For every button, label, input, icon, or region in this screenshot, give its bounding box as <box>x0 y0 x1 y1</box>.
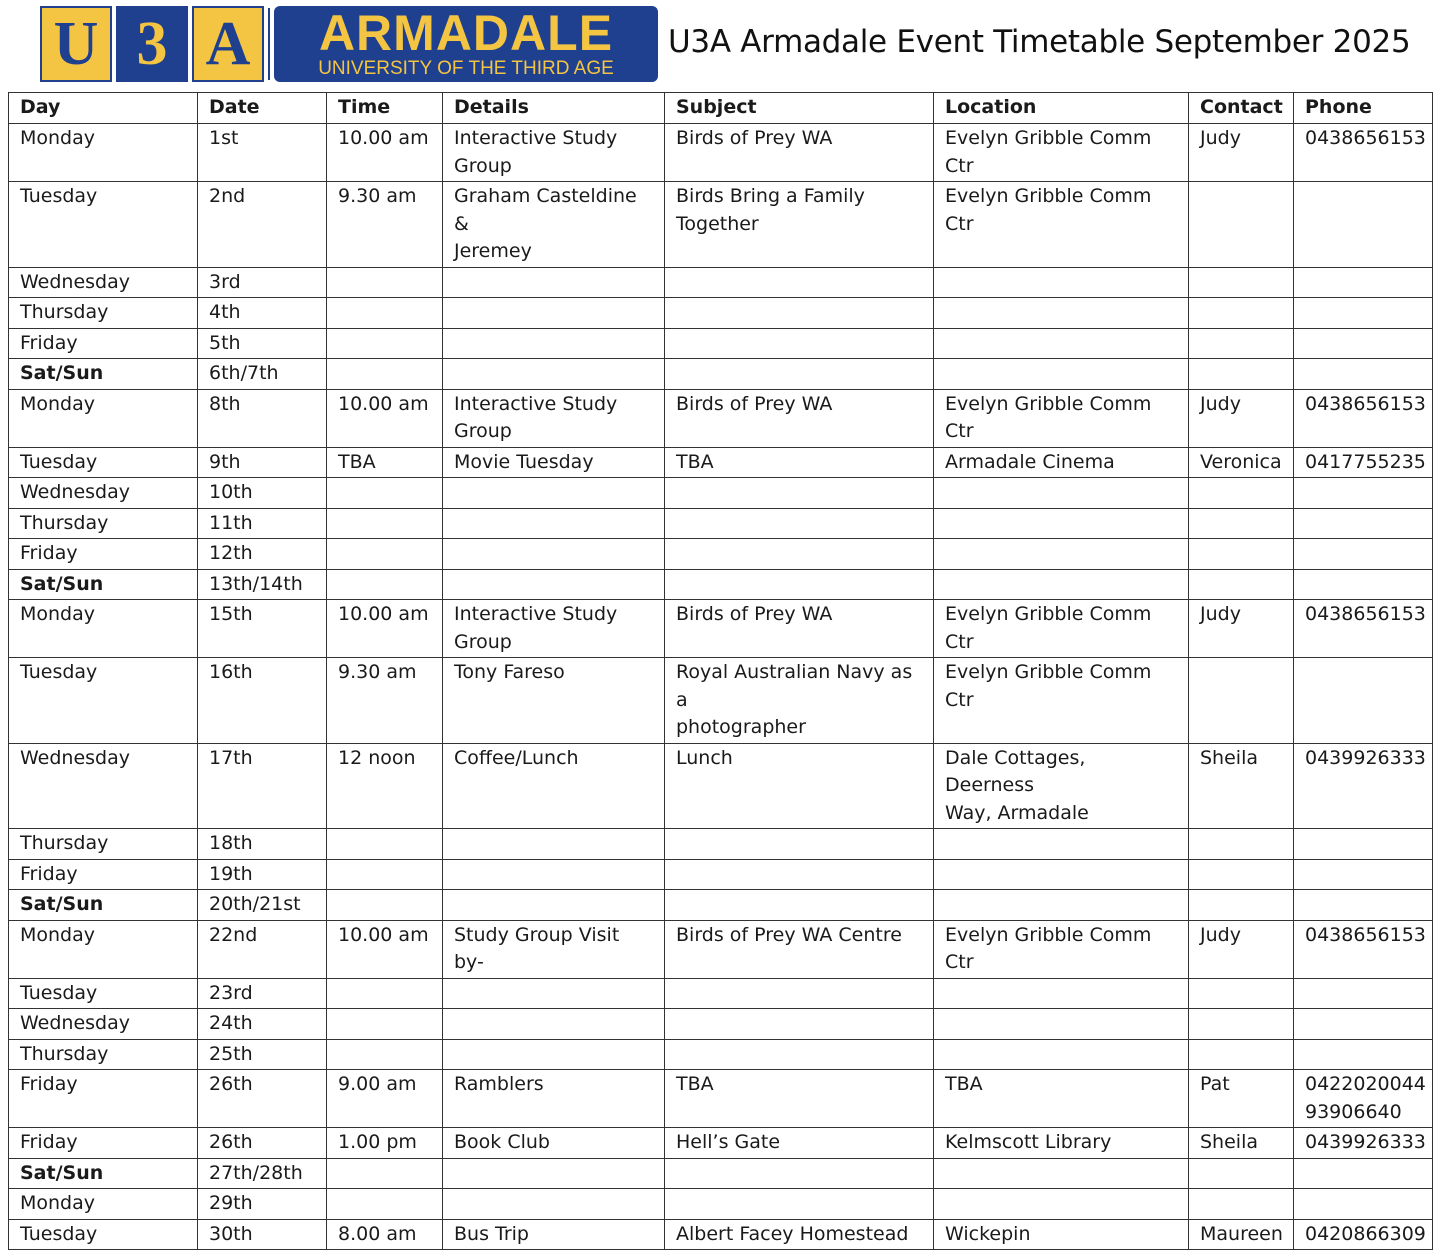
cell-details <box>443 1039 665 1070</box>
cell-location <box>934 298 1189 329</box>
table-row <box>9 389 1433 447</box>
cell-details: Study Group Visit by- <box>443 920 665 978</box>
column-header-details: Details <box>443 93 665 124</box>
cell-location <box>934 359 1189 390</box>
table-row <box>9 182 1433 268</box>
cell-time <box>327 298 443 329</box>
table-row <box>9 1070 1433 1128</box>
cell-day: Tuesday <box>9 658 198 744</box>
cell-day: Friday <box>9 1128 198 1159</box>
cell-time: 1.00 pm <box>327 1128 443 1159</box>
cell-subject <box>665 508 934 539</box>
cell-details <box>443 328 665 359</box>
cell-time <box>327 359 443 390</box>
cell-date: 3rd <box>198 267 327 298</box>
cell-time <box>327 1009 443 1040</box>
cell-details <box>443 1189 665 1220</box>
cell-day: Sat/Sun <box>9 569 198 600</box>
cell-location: Evelyn Gribble Comm Ctr <box>934 389 1189 447</box>
cell-time: 12 noon <box>327 743 443 829</box>
cell-subject <box>665 539 934 570</box>
cell-date: 8th <box>198 389 327 447</box>
cell-contact <box>1189 1189 1294 1220</box>
cell-phone <box>1294 1039 1433 1070</box>
cell-details: Tony Fareso <box>443 658 665 744</box>
cell-subject <box>665 890 934 921</box>
cell-subject <box>665 1039 934 1070</box>
cell-time <box>327 890 443 921</box>
cell-location <box>934 859 1189 890</box>
cell-contact <box>1189 182 1294 268</box>
cell-details: Movie Tuesday <box>443 447 665 478</box>
cell-day: Tuesday <box>9 182 198 268</box>
cell-contact <box>1189 359 1294 390</box>
table-row <box>9 539 1433 570</box>
cell-subject: Birds of Prey WA <box>665 124 934 182</box>
cell-location <box>934 1189 1189 1220</box>
cell-details: Ramblers <box>443 1070 665 1128</box>
cell-details <box>443 1009 665 1040</box>
cell-subject <box>665 267 934 298</box>
cell-details: Interactive Study Group <box>443 124 665 182</box>
cell-day: Tuesday <box>9 978 198 1009</box>
cell-time <box>327 978 443 1009</box>
cell-contact: Judy <box>1189 920 1294 978</box>
cell-day: Tuesday <box>9 447 198 478</box>
cell-subject <box>665 328 934 359</box>
cell-time: 10.00 am <box>327 124 443 182</box>
column-header-phone: Phone <box>1294 93 1433 124</box>
cell-time: 9.30 am <box>327 658 443 744</box>
cell-contact: Sheila <box>1189 1128 1294 1159</box>
table-row <box>9 1219 1433 1250</box>
cell-details <box>443 508 665 539</box>
event-timetable <box>8 92 1433 1250</box>
cell-location: Wickepin <box>934 1219 1189 1250</box>
table-row <box>9 1189 1433 1220</box>
cell-subject: Birds of Prey WA <box>665 389 934 447</box>
cell-subject: Birds of Prey WA Centre <box>665 920 934 978</box>
cell-phone <box>1294 890 1433 921</box>
cell-date: 29th <box>198 1189 327 1220</box>
table-row <box>9 359 1433 390</box>
cell-date: 24th <box>198 1009 327 1040</box>
cell-details <box>443 569 665 600</box>
cell-phone <box>1294 508 1433 539</box>
cell-date: 6th/7th <box>198 359 327 390</box>
cell-date: 25th <box>198 1039 327 1070</box>
table-header-row <box>9 93 1433 124</box>
cell-date: 15th <box>198 600 327 658</box>
cell-time <box>327 1189 443 1220</box>
cell-date: 26th <box>198 1070 327 1128</box>
column-header-location: Location <box>934 93 1189 124</box>
cell-date: 18th <box>198 829 327 860</box>
cell-date: 23rd <box>198 978 327 1009</box>
cell-date: 9th <box>198 447 327 478</box>
cell-time <box>327 1158 443 1189</box>
table-row <box>9 890 1433 921</box>
cell-day: Monday <box>9 124 198 182</box>
cell-phone <box>1294 359 1433 390</box>
cell-subject <box>665 569 934 600</box>
cell-location <box>934 508 1189 539</box>
table-row <box>9 743 1433 829</box>
column-header-contact: Contact <box>1189 93 1294 124</box>
cell-phone <box>1294 328 1433 359</box>
cell-details: Coffee/Lunch <box>443 743 665 829</box>
cell-time <box>327 859 443 890</box>
cell-date: 1st <box>198 124 327 182</box>
cell-time <box>327 508 443 539</box>
cell-location: TBA <box>934 1070 1189 1128</box>
cell-location: Armadale Cinema <box>934 447 1189 478</box>
cell-contact <box>1189 298 1294 329</box>
cell-subject <box>665 859 934 890</box>
cell-details <box>443 978 665 1009</box>
cell-contact <box>1189 658 1294 744</box>
cell-contact <box>1189 539 1294 570</box>
cell-phone: 0439926333 <box>1294 1128 1433 1159</box>
cell-time: 10.00 am <box>327 600 443 658</box>
cell-phone <box>1294 978 1433 1009</box>
cell-day: Friday <box>9 539 198 570</box>
cell-subject: Birds Bring a Family Together <box>665 182 934 268</box>
cell-subject: Lunch <box>665 743 934 829</box>
cell-phone <box>1294 658 1433 744</box>
cell-date: 20th/21st <box>198 890 327 921</box>
cell-contact <box>1189 328 1294 359</box>
cell-day: Sat/Sun <box>9 1158 198 1189</box>
cell-details <box>443 359 665 390</box>
cell-phone <box>1294 1158 1433 1189</box>
cell-day: Thursday <box>9 298 198 329</box>
cell-contact: Judy <box>1189 600 1294 658</box>
cell-date: 27th/28th <box>198 1158 327 1189</box>
cell-subject <box>665 478 934 509</box>
cell-contact <box>1189 478 1294 509</box>
cell-contact <box>1189 508 1294 539</box>
cell-day: Tuesday <box>9 1219 198 1250</box>
cell-contact <box>1189 978 1294 1009</box>
cell-phone: 0422020044 93906640 <box>1294 1070 1433 1128</box>
cell-location: Evelyn Gribble Comm Ctr <box>934 600 1189 658</box>
cell-date: 17th <box>198 743 327 829</box>
cell-details <box>443 267 665 298</box>
cell-subject <box>665 359 934 390</box>
cell-subject: Hell’s Gate <box>665 1128 934 1159</box>
cell-phone: 0438656153 <box>1294 124 1433 182</box>
cell-details: Book Club <box>443 1128 665 1159</box>
cell-date: 22nd <box>198 920 327 978</box>
table-row <box>9 508 1433 539</box>
cell-date: 12th <box>198 539 327 570</box>
cell-day: Thursday <box>9 1039 198 1070</box>
cell-phone <box>1294 267 1433 298</box>
cell-day: Wednesday <box>9 267 198 298</box>
table-row <box>9 658 1433 744</box>
cell-date: 11th <box>198 508 327 539</box>
cell-subject: TBA <box>665 447 934 478</box>
table-row <box>9 600 1433 658</box>
cell-day: Friday <box>9 1070 198 1128</box>
cell-date: 16th <box>198 658 327 744</box>
cell-contact: Maureen <box>1189 1219 1294 1250</box>
cell-time: TBA <box>327 447 443 478</box>
logo-name: ARMADALE <box>318 6 614 61</box>
cell-location: Dale Cottages, Deerness Way, Armadale <box>934 743 1189 829</box>
cell-contact <box>1189 1158 1294 1189</box>
cell-day: Monday <box>9 389 198 447</box>
cell-location <box>934 539 1189 570</box>
cell-day: Monday <box>9 600 198 658</box>
column-header-subject: Subject <box>665 93 934 124</box>
cell-subject: TBA <box>665 1070 934 1128</box>
cell-day: Wednesday <box>9 1009 198 1040</box>
cell-phone <box>1294 1189 1433 1220</box>
cell-contact: Judy <box>1189 389 1294 447</box>
cell-day: Wednesday <box>9 478 198 509</box>
cell-day: Sat/Sun <box>9 359 198 390</box>
logo-letter-u: U <box>40 6 112 82</box>
cell-day: Monday <box>9 1189 198 1220</box>
table-row <box>9 328 1433 359</box>
cell-phone <box>1294 1009 1433 1040</box>
cell-time <box>327 478 443 509</box>
cell-day: Thursday <box>9 829 198 860</box>
table-row <box>9 859 1433 890</box>
cell-phone <box>1294 182 1433 268</box>
logo-letter-3: 3 <box>116 6 188 82</box>
cell-location: Evelyn Gribble Comm Ctr <box>934 920 1189 978</box>
cell-contact: Pat <box>1189 1070 1294 1128</box>
cell-subject <box>665 1009 934 1040</box>
cell-day: Monday <box>9 920 198 978</box>
cell-day: Wednesday <box>9 743 198 829</box>
cell-date: 2nd <box>198 182 327 268</box>
cell-date: 4th <box>198 298 327 329</box>
cell-details <box>443 859 665 890</box>
cell-day: Friday <box>9 328 198 359</box>
cell-subject: Albert Facey Homestead <box>665 1219 934 1250</box>
cell-phone: 0438656153 <box>1294 600 1433 658</box>
column-header-date: Date <box>198 93 327 124</box>
page-title: U3A Armadale Event Timetable September 2025 <box>668 24 1411 60</box>
table-row <box>9 478 1433 509</box>
cell-contact <box>1189 267 1294 298</box>
cell-contact: Judy <box>1189 124 1294 182</box>
cell-phone <box>1294 569 1433 600</box>
cell-details: Graham Casteldine & Jeremey <box>443 182 665 268</box>
cell-contact <box>1189 859 1294 890</box>
cell-phone: 0439926333 <box>1294 743 1433 829</box>
cell-phone: 0420866309 <box>1294 1219 1433 1250</box>
table-row <box>9 920 1433 978</box>
cell-subject <box>665 978 934 1009</box>
cell-details: Interactive Study Group <box>443 389 665 447</box>
table-row <box>9 829 1433 860</box>
cell-time: 9.30 am <box>327 182 443 268</box>
page-header <box>0 0 1440 92</box>
cell-date: 10th <box>198 478 327 509</box>
cell-date: 5th <box>198 328 327 359</box>
cell-date: 30th <box>198 1219 327 1250</box>
table-row <box>9 1158 1433 1189</box>
cell-location: Evelyn Gribble Comm Ctr <box>934 124 1189 182</box>
cell-day: Thursday <box>9 508 198 539</box>
cell-contact <box>1189 1039 1294 1070</box>
cell-contact <box>1189 890 1294 921</box>
cell-location <box>934 328 1189 359</box>
cell-subject <box>665 829 934 860</box>
cell-time: 9.00 am <box>327 1070 443 1128</box>
table-row <box>9 978 1433 1009</box>
cell-day: Sat/Sun <box>9 890 198 921</box>
cell-phone <box>1294 298 1433 329</box>
cell-details <box>443 890 665 921</box>
cell-details <box>443 829 665 860</box>
cell-location <box>934 478 1189 509</box>
cell-subject <box>665 1158 934 1189</box>
cell-time: 8.00 am <box>327 1219 443 1250</box>
column-header-time: Time <box>327 93 443 124</box>
cell-location <box>934 1158 1189 1189</box>
table-row <box>9 1039 1433 1070</box>
cell-time: 10.00 am <box>327 389 443 447</box>
cell-phone <box>1294 859 1433 890</box>
cell-contact <box>1189 1009 1294 1040</box>
cell-phone: 0438656153 <box>1294 920 1433 978</box>
cell-day: Friday <box>9 859 198 890</box>
cell-location: Evelyn Gribble Comm Ctr <box>934 658 1189 744</box>
cell-time <box>327 569 443 600</box>
cell-location <box>934 890 1189 921</box>
cell-location <box>934 569 1189 600</box>
logo-divider <box>268 8 270 80</box>
cell-location <box>934 978 1189 1009</box>
cell-details <box>443 298 665 329</box>
cell-location <box>934 829 1189 860</box>
logo-letter-a: A <box>192 6 264 82</box>
cell-subject <box>665 298 934 329</box>
cell-time <box>327 267 443 298</box>
cell-subject: Royal Australian Navy as a photographer <box>665 658 934 744</box>
cell-phone: 0438656153 <box>1294 389 1433 447</box>
cell-date: 26th <box>198 1128 327 1159</box>
cell-location <box>934 1009 1189 1040</box>
cell-contact: Veronica <box>1189 447 1294 478</box>
cell-phone <box>1294 539 1433 570</box>
cell-phone <box>1294 478 1433 509</box>
cell-phone <box>1294 829 1433 860</box>
cell-time <box>327 829 443 860</box>
cell-location <box>934 267 1189 298</box>
cell-contact <box>1189 569 1294 600</box>
cell-details <box>443 478 665 509</box>
cell-details <box>443 1158 665 1189</box>
cell-phone: 0417755235 <box>1294 447 1433 478</box>
cell-contact: Sheila <box>1189 743 1294 829</box>
cell-location: Kelmscott Library <box>934 1128 1189 1159</box>
cell-location: Evelyn Gribble Comm Ctr <box>934 182 1189 268</box>
table-row <box>9 298 1433 329</box>
table-row <box>9 1009 1433 1040</box>
logo-subtitle: UNIVERSITY OF THE THIRD AGE <box>318 58 614 79</box>
table-row <box>9 447 1433 478</box>
table-row <box>9 1128 1433 1159</box>
cell-date: 13th/14th <box>198 569 327 600</box>
cell-details: Interactive Study Group <box>443 600 665 658</box>
table-row <box>9 569 1433 600</box>
cell-subject <box>665 1189 934 1220</box>
column-header-day: Day <box>9 93 198 124</box>
cell-time <box>327 539 443 570</box>
cell-location <box>934 1039 1189 1070</box>
cell-contact <box>1189 829 1294 860</box>
cell-details: Bus Trip <box>443 1219 665 1250</box>
cell-time: 10.00 am <box>327 920 443 978</box>
armadale-banner <box>274 6 658 82</box>
table-row <box>9 267 1433 298</box>
cell-date: 19th <box>198 859 327 890</box>
cell-subject: Birds of Prey WA <box>665 600 934 658</box>
cell-time <box>327 328 443 359</box>
cell-time <box>327 1039 443 1070</box>
cell-details <box>443 539 665 570</box>
table-row <box>9 124 1433 182</box>
